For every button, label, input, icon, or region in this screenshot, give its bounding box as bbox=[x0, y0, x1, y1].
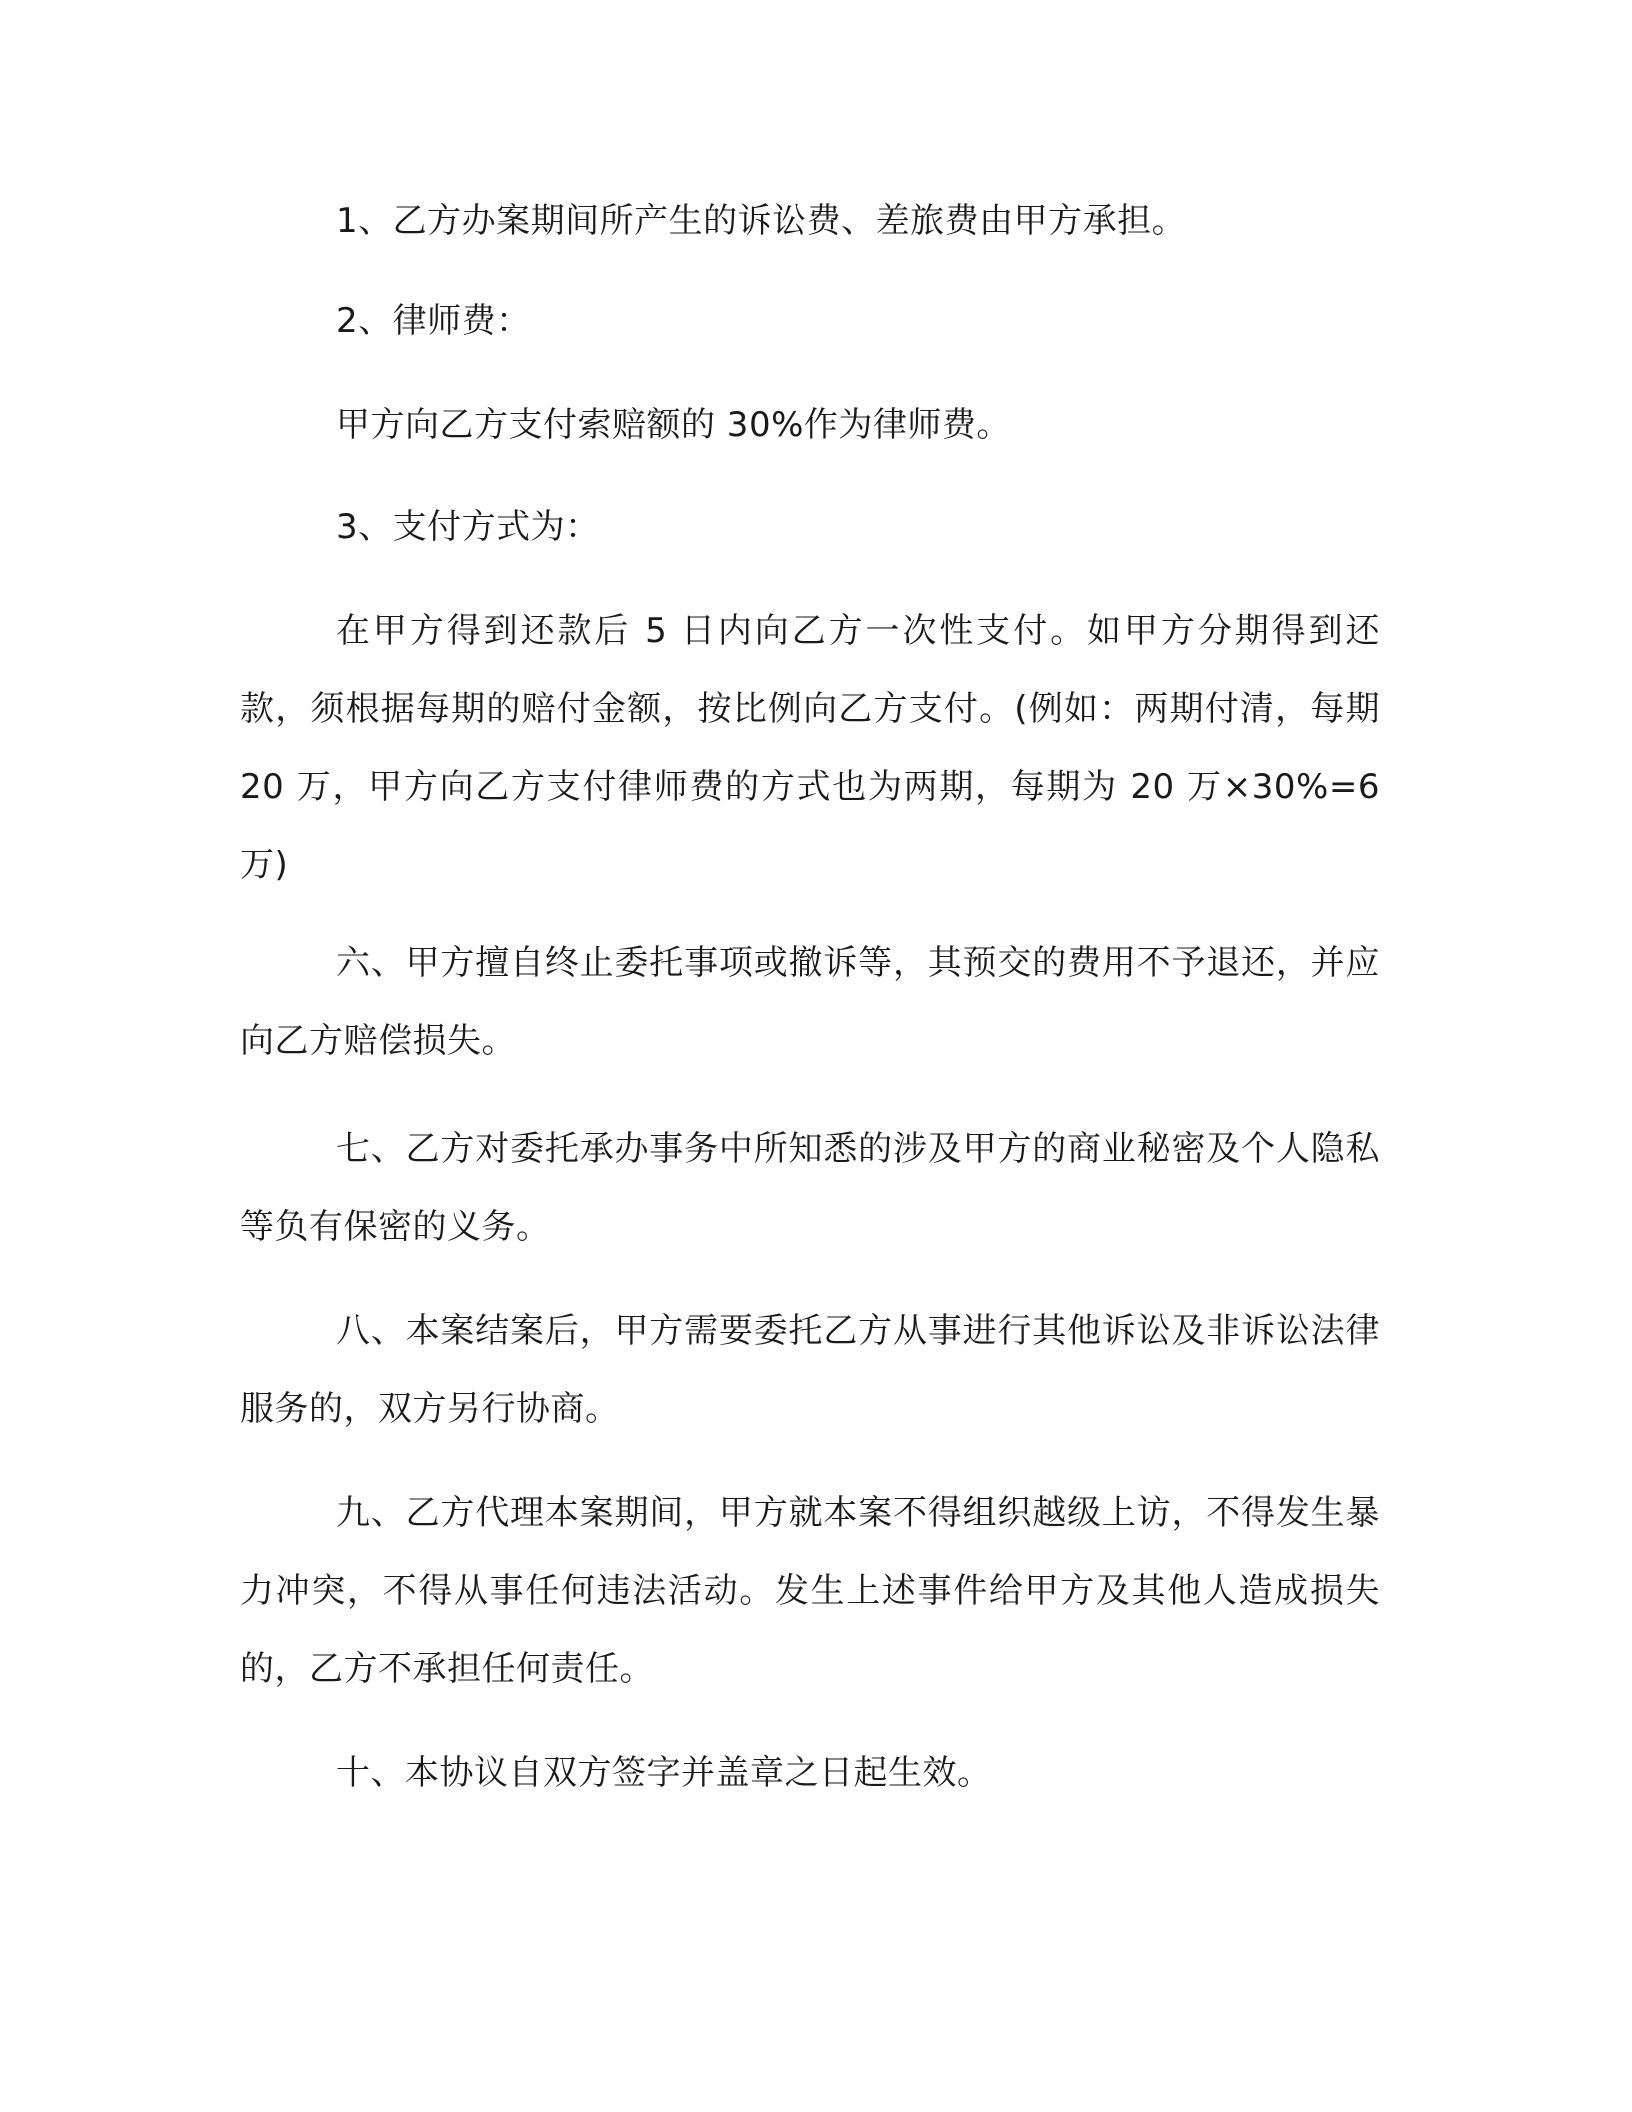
clause-fees-litigation: 1、乙方办案期间所产生的诉讼费、差旅费由甲方承担。 bbox=[336, 201, 1187, 241]
clause-payment-heading: 3、支付方式为： bbox=[336, 507, 600, 547]
clause-payment-terms: 在甲方得到还款后 5 日内向乙方一次性支付。如甲方分期得到还款，须根据每期的赔付金额，按比例向乙方支付。(例如：两期付清，每期 20 万，甲方向乙方支付律师费的方式也为两期，每期为 20 万×30%=6 万) bbox=[240, 611, 1380, 885]
clause-seven: 七、乙方对委托承办事务中所知悉的涉及甲方的商业秘密及个人隐私等负有保密的义务。 bbox=[240, 1129, 1380, 1247]
clause-lawyer-fee-rate: 甲方向乙方支付索赔额的 30%作为律师费。 bbox=[336, 405, 1011, 445]
clause-ten: 十、本协议自双方签字并盖章之日起生效。 bbox=[336, 1753, 992, 1793]
clause-nine: 九、乙方代理本案期间，甲方就本案不得组织越级上访，不得发生暴力冲突，不得从事任何违法活动。发生上述事件给甲方及其他人造成损失的，乙方不承担任何责任。 bbox=[240, 1493, 1380, 1689]
clause-lawyer-fee-heading: 2、律师费： bbox=[336, 301, 531, 341]
clause-eight: 八、本案结案后，甲方需要委托乙方从事进行其他诉讼及非诉讼法律服务的，双方另行协商。 bbox=[240, 1311, 1380, 1429]
clause-six: 六、甲方擅自终止委托事项或撤诉等，其预交的费用不予退还，并应向乙方赔偿损失。 bbox=[240, 943, 1380, 1061]
